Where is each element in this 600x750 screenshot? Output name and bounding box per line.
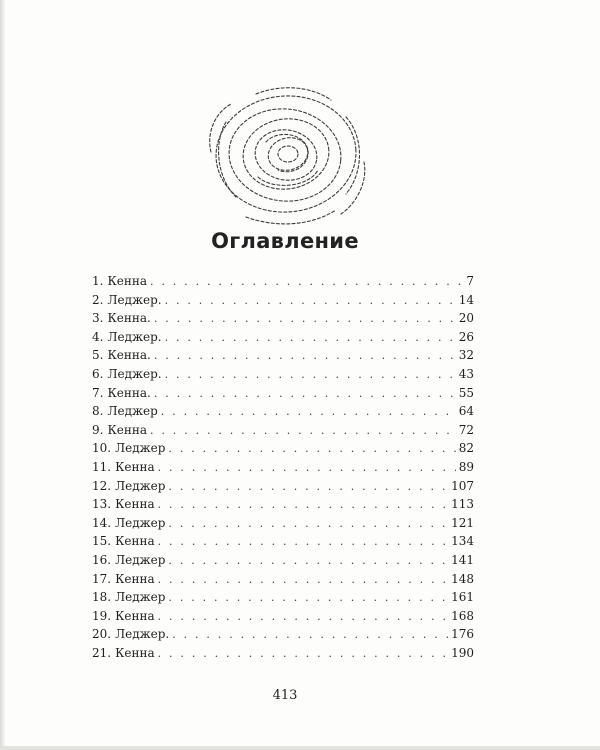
dot-leader bbox=[158, 535, 448, 548]
toc-entry-name: Кенна bbox=[115, 645, 155, 660]
toc-entry-page: 176 bbox=[451, 627, 474, 642]
toc-entry-name: Леджер bbox=[115, 478, 166, 493]
toc-entry bbox=[92, 627, 474, 646]
toc-entry bbox=[92, 590, 474, 609]
dot-leader bbox=[168, 480, 448, 493]
toc-entry-page: 121 bbox=[451, 515, 474, 530]
toc-entry-page: 107 bbox=[451, 478, 474, 493]
dot-leader bbox=[154, 387, 456, 400]
toc-entry bbox=[92, 553, 474, 572]
dot-leader bbox=[158, 573, 448, 586]
dot-leader bbox=[168, 517, 448, 530]
table-of-contents bbox=[92, 274, 474, 664]
toc-entry-name: Кенна bbox=[115, 534, 155, 549]
toc-entry-name: Кенна bbox=[115, 459, 155, 474]
toc-entry-number: 9. bbox=[92, 422, 104, 437]
page-title: Оглавление bbox=[211, 229, 359, 253]
toc-entry-name: Леджер bbox=[115, 441, 166, 456]
toc-entry bbox=[92, 460, 474, 479]
toc-entry-page: 190 bbox=[451, 645, 474, 660]
toc-entry-number: 7. bbox=[92, 385, 104, 400]
toc-entry-page: 113 bbox=[451, 497, 474, 512]
toc-entry-name: Леджер bbox=[115, 515, 166, 530]
toc-entry-number: 1. bbox=[92, 274, 104, 288]
toc-entry-number: 10. bbox=[92, 441, 112, 456]
dot-leader bbox=[168, 442, 455, 455]
toc-entry-number: 4. bbox=[92, 329, 104, 344]
toc-entry-number: 17. bbox=[92, 571, 112, 586]
toc-entry bbox=[92, 646, 474, 665]
toc-entry-page: 14 bbox=[458, 292, 474, 307]
page-bottom-edge bbox=[0, 746, 600, 750]
toc-entry-number: 14. bbox=[92, 515, 112, 530]
toc-entry-number: 21. bbox=[92, 645, 112, 660]
toc-entry bbox=[92, 534, 474, 553]
toc-entry bbox=[92, 516, 474, 535]
toc-entry-number: 13. bbox=[92, 497, 112, 512]
toc-entry-name: Кенна bbox=[115, 497, 155, 512]
toc-entry-name: Леджер bbox=[115, 590, 166, 605]
toc-entry bbox=[92, 274, 474, 293]
toc-entry-number: 3. bbox=[92, 311, 104, 326]
toc-entry bbox=[92, 609, 474, 628]
toc-entry-page: 168 bbox=[451, 608, 474, 623]
dot-leader bbox=[161, 405, 456, 418]
toc-entry-name: Кенна bbox=[107, 422, 147, 437]
toc-entry-page: 26 bbox=[458, 329, 474, 344]
dot-leader bbox=[150, 424, 456, 437]
toc-entry bbox=[92, 423, 474, 442]
toc-entry bbox=[92, 330, 474, 349]
toc-entry-name: Кенна. bbox=[107, 385, 151, 400]
toc-entry-name: Леджер bbox=[107, 404, 158, 419]
toc-entry-page: 64 bbox=[458, 404, 474, 419]
toc-entry-number: 11. bbox=[92, 459, 112, 474]
dot-leader bbox=[158, 498, 448, 511]
toc-entry bbox=[92, 572, 474, 591]
toc-entry-page: 20 bbox=[458, 311, 474, 326]
toc-entry-number: 8. bbox=[92, 404, 104, 419]
toc-entry-number: 5. bbox=[92, 348, 104, 363]
dot-leader bbox=[154, 312, 456, 325]
dot-leader bbox=[165, 331, 456, 344]
toc-entry bbox=[92, 441, 474, 460]
toc-entry-name: Кенна. bbox=[107, 311, 151, 326]
toc-entry bbox=[92, 348, 474, 367]
dot-leader bbox=[165, 368, 456, 381]
toc-entry-number: 20. bbox=[92, 627, 112, 642]
dot-leader bbox=[150, 275, 463, 288]
toc-entry-page: 82 bbox=[458, 441, 474, 456]
toc-entry-page: 55 bbox=[458, 385, 474, 400]
toc-entry-name: Леджер. bbox=[107, 329, 162, 344]
toc-entry-page: 89 bbox=[458, 459, 474, 474]
toc-entry bbox=[92, 404, 474, 423]
dot-leader bbox=[158, 461, 456, 474]
toc-entry-page: 7 bbox=[466, 274, 474, 288]
toc-entry-name: Леджер. bbox=[107, 366, 162, 381]
toc-entry-page: 134 bbox=[451, 534, 474, 549]
toc-entry-number: 6. bbox=[92, 366, 104, 381]
toc-entry-name: Леджер. bbox=[115, 627, 170, 642]
dashed-swirl-icon bbox=[196, 82, 376, 230]
toc-entry-page: 148 bbox=[451, 571, 474, 586]
toc-entry-name: Кенна bbox=[115, 571, 155, 586]
toc-entry-name: Леджер bbox=[115, 552, 166, 567]
toc-entry bbox=[92, 293, 474, 312]
dot-leader bbox=[165, 294, 456, 307]
toc-entry bbox=[92, 497, 474, 516]
toc-entry-number: 15. bbox=[92, 534, 112, 549]
toc-entry bbox=[92, 386, 474, 405]
toc-entry-name: Кенна bbox=[107, 274, 147, 288]
page-binding-shadow bbox=[0, 0, 6, 750]
toc-entry-page: 141 bbox=[451, 552, 474, 567]
toc-entry-page: 32 bbox=[458, 348, 474, 363]
dot-leader bbox=[158, 647, 448, 660]
toc-entry-name: Леджер. bbox=[107, 292, 162, 307]
toc-entry-name: Кенна. bbox=[107, 348, 151, 363]
toc-entry-number: 12. bbox=[92, 478, 112, 493]
dot-leader bbox=[168, 591, 448, 604]
page-number: 413 bbox=[272, 688, 298, 703]
toc-entry bbox=[92, 367, 474, 386]
dot-leader bbox=[158, 610, 448, 623]
dot-leader bbox=[168, 554, 448, 567]
toc-entry-page: 43 bbox=[458, 366, 474, 381]
toc-entry-number: 19. bbox=[92, 608, 112, 623]
toc-entry bbox=[92, 479, 474, 498]
toc-entry-number: 2. bbox=[92, 292, 104, 307]
toc-entry-page: 72 bbox=[458, 422, 474, 437]
toc-entry-number: 18. bbox=[92, 590, 112, 605]
toc-entry-page: 161 bbox=[451, 590, 474, 605]
toc-entry-number: 16. bbox=[92, 552, 112, 567]
toc-entry-name: Кенна bbox=[115, 608, 155, 623]
toc-entry bbox=[92, 311, 474, 330]
dot-leader bbox=[154, 349, 456, 362]
dot-leader bbox=[172, 628, 448, 641]
